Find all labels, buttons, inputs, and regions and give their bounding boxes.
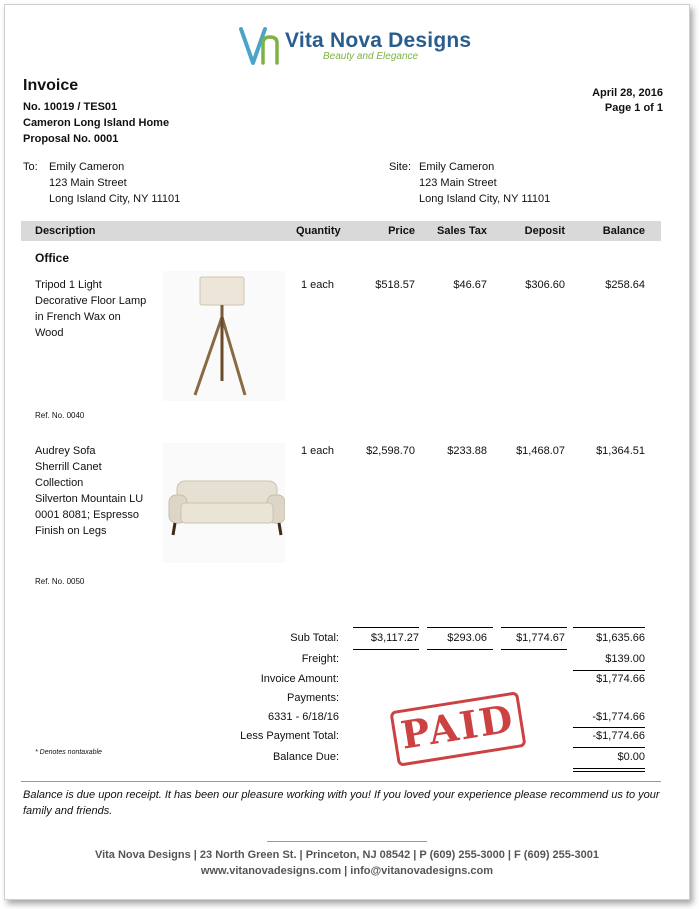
subtotal-label: Sub Total: [290, 632, 339, 644]
item-deposit: $1,468.07 [516, 445, 565, 457]
subtotal-underline [353, 649, 419, 650]
invoice-amount-label: Invoice Amount: [260, 673, 339, 685]
less-payment-underline [573, 747, 645, 748]
item-desc-line: Sherrill Canet [35, 461, 102, 473]
table-row-desc [35, 443, 165, 539]
invoice-page [4, 4, 690, 900]
item-desc-line: Decorative Floor Lamp [35, 295, 147, 307]
closing-note: Balance is due upon receipt. It has been our pleasure working with you! If you loved your experience please recommend us to your family and friends. [23, 789, 660, 817]
subtotal-deposit: $1,774.67 [516, 632, 565, 644]
to-label: To: [23, 161, 38, 173]
balance-due-underline [573, 768, 645, 769]
header-sales-tax: Sales Tax [437, 225, 487, 237]
subtotal-rule [427, 627, 493, 628]
header-balance: Balance [602, 225, 645, 237]
project-name: Cameron Long Island Home [23, 117, 170, 129]
item-desc-line: Wood [35, 327, 64, 339]
item-balance: $1,364.51 [596, 445, 645, 457]
site-address [419, 159, 550, 207]
subtotal-balance: $1,635.66 [596, 632, 645, 644]
item-deposit: $306.60 [525, 279, 565, 291]
to-name: Emily Cameron [49, 161, 125, 173]
item-desc-line: Collection [35, 477, 84, 489]
site-name: Emily Cameron [419, 161, 495, 173]
subtotal-price: $3,117.27 [370, 632, 419, 644]
table-header [21, 221, 661, 241]
item-balance: $258.64 [605, 279, 645, 291]
item-desc-line: in French Wax on [35, 311, 121, 323]
payment-underline [573, 727, 645, 728]
item-tax: $46.67 [453, 279, 487, 291]
subtotal-rule [501, 627, 567, 628]
company-tagline: Beauty and Elegance [323, 51, 419, 62]
freight-value: $139.00 [605, 653, 645, 665]
item-desc-line: Silverton Mountain LU [35, 493, 144, 505]
paid-stamp: PAID [389, 691, 526, 767]
freight-underline [573, 670, 645, 671]
header-description: Description [35, 225, 96, 237]
subtotal-tax: $293.06 [447, 632, 487, 644]
divider [21, 781, 661, 782]
payments-label: Payments: [287, 692, 339, 704]
item-ref: Ref. No. 0040 [35, 411, 85, 420]
sofa-image [163, 443, 285, 563]
freight-label: Freight: [301, 653, 339, 665]
footer-web: www.vitanovadesigns.com | info@vitanovadesigns.com [200, 865, 494, 877]
table-row-desc [35, 277, 165, 341]
proposal-number: Proposal No. 0001 [23, 133, 119, 145]
invoice-amount-value: $1,774.66 [596, 673, 645, 685]
item-ref: Ref. No. 0050 [35, 577, 85, 586]
subtotal-underline [501, 649, 567, 650]
to-street: 123 Main Street [49, 177, 127, 189]
footer-divider [267, 841, 427, 842]
company-logo-mark [237, 23, 285, 69]
less-payment-value: -$1,774.66 [592, 730, 645, 742]
subtotal-rule [353, 627, 419, 628]
page-indicator: Page 1 of 1 [604, 102, 663, 114]
item-desc-line: Tripod 1 Light [35, 279, 102, 291]
balance-due-value: $0.00 [617, 751, 645, 763]
header-quantity: Quantity [296, 225, 341, 237]
item-qty: 1 each [301, 279, 335, 291]
site-street: 123 Main Street [419, 177, 497, 189]
invoice-date: April 28, 2016 [592, 87, 663, 99]
nontaxable-note: * Denotes nontaxable [35, 749, 102, 756]
footer-contact: Vita Nova Designs | 23 North Green St. | Princeton, NJ 08542 | P (609) 255-3000 | F (609) 255-3001 [94, 849, 600, 861]
floor-lamp-image [163, 271, 285, 401]
invoice-title: Invoice [23, 77, 79, 94]
company-name: Vita Nova Designs [285, 29, 472, 52]
less-payment-label: Less Payment Total: [240, 730, 339, 742]
balance-due-double-underline [573, 771, 645, 772]
subtotal-rule [573, 627, 645, 628]
item-tax: $233.88 [447, 445, 487, 457]
item-desc-line: Audrey Sofa [35, 445, 96, 457]
item-desc-line: 0001 8081; Espresso [35, 509, 139, 521]
item-desc-line: Finish on Legs [35, 525, 107, 537]
to-address [49, 159, 180, 207]
payment-ref: 6331 - 6/18/16 [268, 711, 339, 723]
header-price: Price [388, 225, 415, 237]
site-city: Long Island City, NY 11101 [419, 193, 551, 205]
item-qty: 1 each [301, 445, 335, 457]
subtotal-underline [427, 649, 493, 650]
invoice-number: No. 10019 / TES01 [23, 101, 118, 113]
payment-amount: -$1,774.66 [592, 711, 645, 723]
to-city: Long Island City, NY 11101 [49, 193, 181, 205]
balance-due-label: Balance Due: [272, 751, 339, 763]
section-title: Office [35, 251, 70, 265]
item-price: $518.57 [375, 279, 415, 291]
header-deposit: Deposit [524, 225, 565, 237]
site-label: Site: [389, 161, 412, 173]
item-price: $2,598.70 [366, 445, 415, 457]
